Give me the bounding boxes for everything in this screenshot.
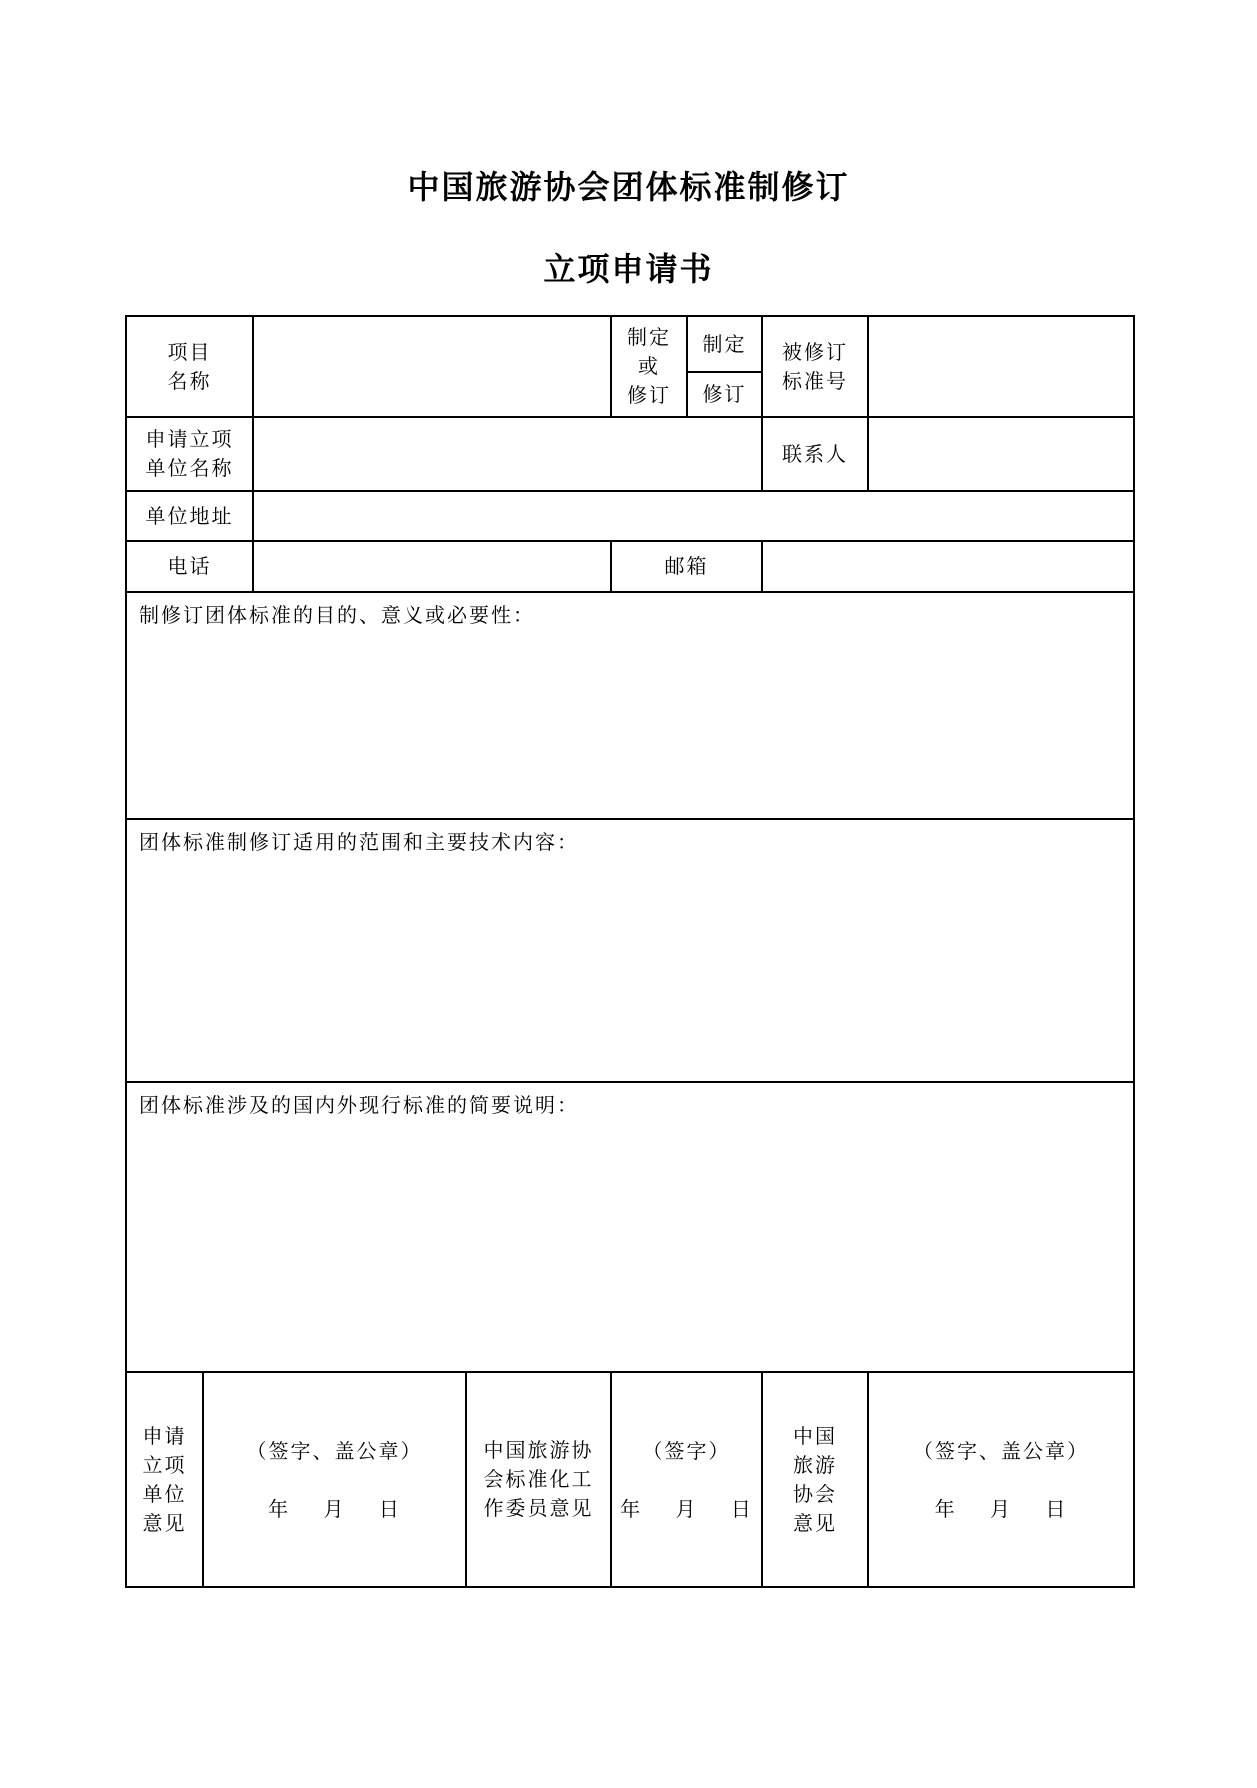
applicant-opinion-line3: 单位 [142,1481,187,1506]
phone-label: 电话 [167,554,212,578]
make-or-revise-line1: 制定 [627,325,671,349]
make-or-revise-line3: 修订 [627,383,671,407]
option-make-cell[interactable] [687,316,762,372]
document-title: 中国旅游协会团体标准制修订 [407,168,850,206]
project-name-label-line2: 名称 [167,368,212,393]
project-name-field[interactable] [253,316,611,417]
applicant-opinion-field[interactable] [203,1372,466,1587]
applicant-org-label-cell [126,417,253,491]
association-opinion-field[interactable] [868,1372,1134,1587]
application-form-table [125,315,1135,1588]
scope-section[interactable] [126,819,1134,1082]
option-make-label: 制定 [702,331,747,356]
contact-person-field[interactable] [868,417,1134,491]
committee-opinion-field[interactable] [611,1372,762,1587]
applicant-opinion-line1: 申请 [142,1423,187,1448]
option-revise-label: 修订 [702,382,747,406]
contact-person-label-cell [762,417,868,491]
association-opinion-label-cell [762,1372,868,1587]
org-address-label-cell [126,491,253,541]
applicant-sign-seal-text: （签字、盖公章） [246,1438,423,1463]
applicant-org-field[interactable] [253,417,762,491]
revised-std-no-field[interactable] [868,316,1134,417]
committee-sign-text: （签字） [642,1438,731,1463]
document-subtitle: 立项申请书 [543,250,714,288]
revised-std-no-line1: 被修订 [782,339,848,364]
option-revise-cell[interactable] [687,372,762,417]
applicant-date-text: 年 月 日 [268,1496,401,1521]
committee-opinion-line2: 会标准化工 [483,1467,594,1491]
email-label-cell [611,541,762,592]
association-opinion-line4: 意见 [793,1510,837,1535]
applicant-org-line1: 申请立项 [145,427,234,451]
association-opinion-line2: 旅游 [793,1452,837,1477]
committee-date-text: 年 月 日 [620,1496,753,1521]
email-field[interactable] [762,541,1134,592]
org-address-field[interactable] [253,491,1134,541]
scope-label: 团体标准制修订适用的范围和主要技术内容： [139,830,579,854]
revised-std-no-line2: 标准号 [782,368,848,393]
existing-standards-label: 团体标准涉及的国内外现行标准的简要说明： [139,1093,579,1117]
phone-field[interactable] [253,541,611,592]
association-sign-seal-text: （签字、盖公章） [913,1438,1089,1463]
association-date-text: 年 月 日 [934,1496,1068,1521]
applicant-org-line2: 单位名称 [145,456,234,480]
committee-opinion-line3: 作委员意见 [483,1496,594,1520]
make-or-revise-label-cell [611,316,687,417]
org-address-label: 单位地址 [145,503,234,528]
purpose-label: 制修订团体标准的目的、意义或必要性： [139,603,535,627]
association-opinion-line1: 中国 [793,1423,837,1448]
applicant-opinion-line2: 立项 [142,1452,187,1477]
contact-person-label: 联系人 [782,441,848,466]
applicant-opinion-label-cell [126,1372,203,1587]
phone-label-cell [126,541,253,592]
applicant-opinion-line4: 意见 [142,1510,187,1535]
association-opinion-line3: 协会 [793,1481,837,1506]
revised-std-no-label-cell [762,316,868,417]
project-name-label-line1: 项目 [167,339,212,364]
make-or-revise-line2: 或 [638,354,660,378]
existing-standards-section[interactable] [126,1082,1134,1372]
email-label: 邮箱 [664,554,709,578]
committee-opinion-line1: 中国旅游协 [483,1438,594,1462]
project-name-label-cell [126,316,253,417]
committee-opinion-label-cell [466,1372,611,1587]
purpose-section[interactable] [126,592,1134,819]
